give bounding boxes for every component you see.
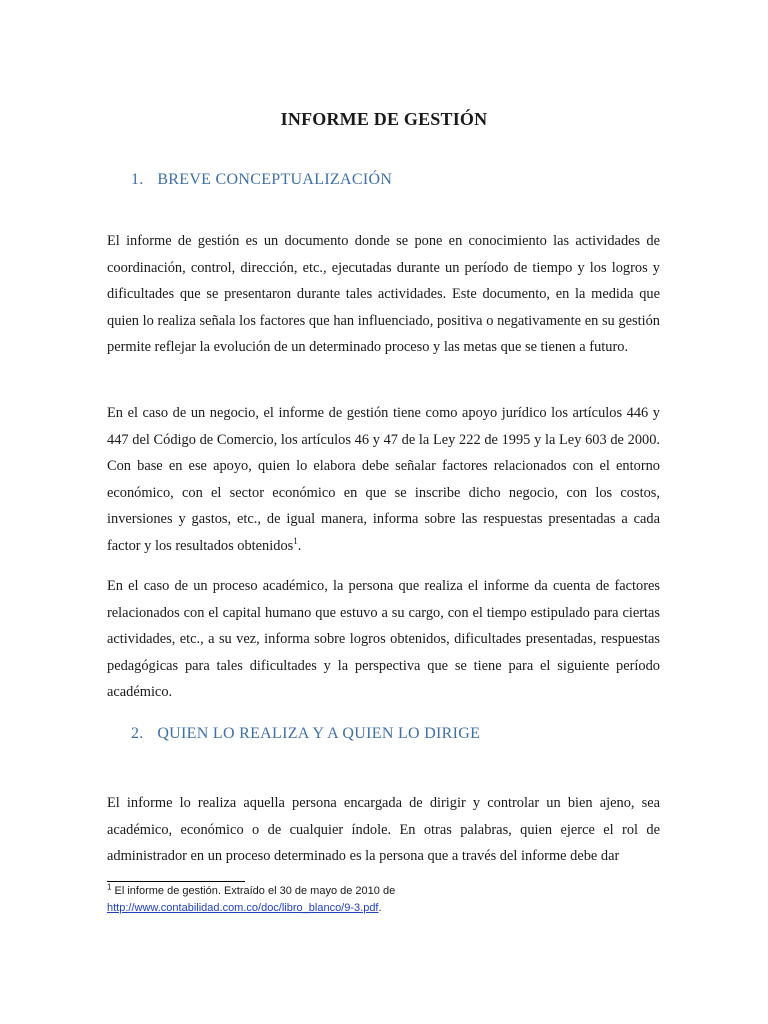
footnote-separator	[107, 881, 245, 882]
footnote-marker: 1	[107, 882, 112, 892]
section-heading-text-2: QUIEN LO REALIZA Y A QUIEN LO DIRIGE	[157, 725, 481, 742]
section-number-1: 1.	[131, 171, 144, 188]
section-heading-2	[131, 725, 480, 743]
footnote	[107, 883, 667, 917]
paragraph-1: El informe de gestión es un documento donde se pone en conocimiento las actividades de coordinación, control, dirección, etc., ejecutadas durante un período de tiempo y los logros y dificultades que se presentaron durante tales actividades. Este documento, en la medida que quien lo realiza señala los factores que han influenciado, positiva o negativamente en su gestión permite reflejar la evolución de un determinado proceso y las metas que se tienen a futuro.	[107, 233, 660, 355]
section-heading-1	[131, 171, 392, 189]
paragraph-2	[107, 400, 660, 559]
paragraph-2-end: .	[297, 537, 302, 554]
paragraph-4: El informe lo realiza aquella persona encargada de dirigir y controlar un bien ajeno, sea académico, económico o de cualquier índole. En otras palabras, quien ejerce el rol de administrador en un proceso determinado es la persona que a través del informe debe dar	[107, 795, 660, 864]
footnote-reference[interactable]: 1	[293, 535, 298, 546]
paragraph-3: En el caso de un proceso académico, la persona que realiza el informe da cuenta de factores relacionados con el capital humano que estuvo a su cargo, con el tiempo estipulado para ciertas actividades, etc., a su vez, informa sobre logros obtenidos, dificultades presentadas, respuestas pedagógicas para tales dificultades y la perspectiva que se tiene para el siguiente período académico.	[107, 578, 660, 700]
paragraph-2-text: En el caso de un negocio, el informe de gestión tiene como apoyo jurídico los artículos 446 y 447 del Código de Comercio, los artículos 46 y 47 de la Ley 222 de 1995 y la Ley 603 de 2000. Con base en ese apoyo, quien lo elabora debe señalar factores relacionados con el entorno económico, con el sector económico en que se inscribe dicho negocio, con los costos, inversiones y gastos, etc., de igual manera, informa sobre las respuestas presentadas a cada factor y los resultados obtenidos	[107, 405, 660, 554]
document-title: INFORME DE GESTIÓN	[280, 109, 488, 129]
footnote-link-suffix: .	[378, 902, 382, 914]
footnote-link[interactable]: http://www.contabilidad.com.co/doc/libro_blanco/9-3.pdf	[107, 902, 379, 914]
section-heading-text-1: BREVE CONCEPTUALIZACIÓN	[157, 171, 393, 188]
section-number-2: 2.	[131, 725, 144, 742]
footnote-text: El informe de gestión. Extraído el 30 de mayo de 2010 de	[111, 885, 396, 897]
